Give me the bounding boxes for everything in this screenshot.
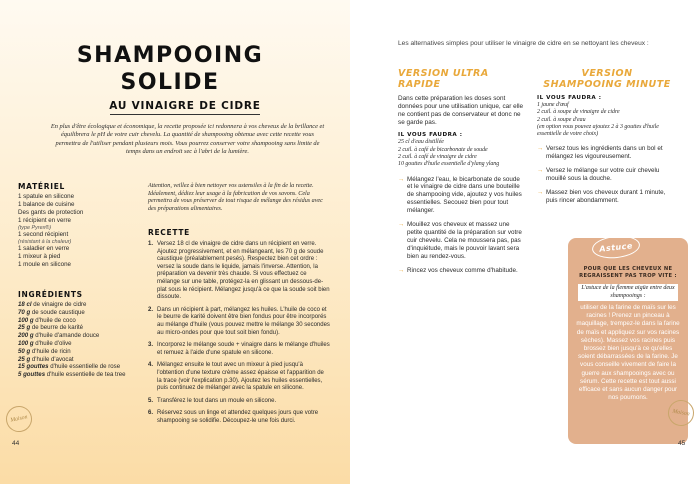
- step-text: Mélangez ensuite le tout avec un mixeur à pied jusqu'à l'obtention d'une texture crème assez épaisse et l'apparition de la trace (voir l'explication p.30). Ajoutez les huiles essentielles, puis continuez de mélanger avec la spatule en silicone.: [157, 362, 324, 392]
- ingredient-item: [18, 301, 130, 309]
- materiel-item: [18, 261, 130, 269]
- recette-step: [148, 241, 330, 302]
- ingredient-qty: 70 g: [18, 308, 31, 316]
- page-number: 44: [12, 440, 20, 447]
- instruction-text: Massez bien vos cheveux durant 1 minute, puis rincer abondamment.: [546, 189, 666, 205]
- title-line-1: SHAMPOOING: [76, 43, 264, 68]
- materiel-item: [18, 209, 130, 217]
- instruction-item: [398, 221, 525, 261]
- arrow-right-icon: →: [398, 221, 405, 229]
- right-page: [350, 0, 700, 484]
- subtitle-underline: [110, 114, 260, 115]
- version-minute-needs: [537, 102, 677, 138]
- instruction-text: Versez tous les ingrédients dans un bol et mélangez les vigoureusement.: [546, 145, 663, 161]
- ingredients-list: [18, 301, 130, 379]
- instruction-item: [537, 167, 677, 183]
- maison-stamp-icon: Maison: [666, 398, 696, 428]
- ingredient-text: d'huile d'amande douce: [35, 332, 100, 340]
- step-text: Dans un récipient à part, mélangez les huiles. L'huile de coco et le beurre de karité doivent être bien fondus pour être incorporés au mélange d'huile (vous pouvez mettre le mélange 30 secondes au micro-ondes pour que tout soit bien fondu).: [157, 306, 330, 336]
- attention-note: Attention, veillez à bien nettoyer vos ustensiles à la fin de la recette. Idéalement, dédiez leur usage à la fabrication de vos savons. Cela permettra de vous préserver de tout risque de mélange des résidus avec des préparations alimentaires.: [148, 183, 323, 213]
- need-item: 1 jaune d'œuf: [537, 102, 569, 108]
- ingredient-qty: 5 gouttes: [18, 371, 46, 379]
- ingredient-qty: 200 g: [18, 332, 34, 340]
- materiel-item: [18, 193, 130, 201]
- materiel-section: [18, 182, 130, 269]
- materiel-item-text: 1 second récipient: [18, 231, 69, 239]
- materiel-item-text: 1 spatule en silicone: [18, 193, 75, 200]
- version-rapide-column: [398, 68, 525, 281]
- ingredient-text: de vinaigre de cidre: [33, 301, 87, 308]
- materiel-item: [18, 201, 130, 209]
- step-number: 4.: [148, 362, 154, 369]
- page-title: [70, 42, 270, 96]
- ingredient-item: [18, 317, 130, 325]
- materiel-item-text: 1 balance de cuisine: [18, 200, 75, 208]
- ingredient-qty: 15 gouttes: [18, 363, 49, 371]
- astuce-subtitle: L'astuce de la flemme aigüe entre deux shampooings :: [578, 284, 678, 301]
- need-item: 10 gouttes d'huile essentielle d'ylang ylang: [398, 161, 500, 168]
- astuce-question: POUR QUE LES CHEVEUX NE REGRAISSENT PAS TROP VITE :: [579, 266, 677, 279]
- step-number: 6.: [148, 410, 154, 417]
- instruction-text: Rincez vos cheveux comme d'habitude.: [407, 266, 518, 274]
- recette-step: [148, 342, 330, 357]
- materiel-item-text: Des gants de protection: [18, 208, 84, 216]
- materiel-item-text: 1 récipient en verre: [18, 216, 71, 224]
- ingredients-heading: INGRÉDIENTS: [18, 290, 83, 299]
- materiel-item-text: 1 saladier en verre: [18, 245, 70, 253]
- ingredient-qty: 100 g: [18, 339, 34, 347]
- intro-paragraph: En plus d'être écologique et économique, la recette proposée ici redonnera à vos cheveux de la brillance et équilibrera le pH de votre cuir chevelu. La quantité de shampooing obtenue avec cette recette vous permettra de l'utiliser pendant plusieurs mois. Vous pourrez conserver votre shampooing sans limite de temps dans un endroit sec à l'abri de la lumière.: [50, 123, 325, 155]
- step-number: 2.: [148, 306, 154, 313]
- instruction-text: Versez le mélange sur votre cuir chevelu mouillé sous la douche.: [546, 167, 660, 183]
- materiel-item: [18, 231, 130, 245]
- arrow-right-icon: →: [398, 175, 405, 183]
- maison-stamp-icon: Maison: [4, 404, 35, 435]
- materiel-item: [18, 217, 130, 231]
- title-line-2: SOLIDE: [120, 70, 220, 95]
- materiel-item-note: (résistant à la chaleur): [18, 238, 72, 245]
- step-number: 3.: [148, 342, 154, 349]
- ingredient-qty: 25 g: [18, 324, 31, 332]
- ingredient-item: [18, 340, 130, 348]
- instruction-item: [398, 267, 525, 275]
- version-rapide-heading: VERSION ULTRA RAPIDE: [398, 68, 489, 90]
- arrow-right-icon: →: [398, 266, 405, 274]
- ingredient-qty: 18 cl: [18, 301, 32, 308]
- recette-steps: [148, 241, 330, 425]
- ingredient-text: d'huile essentielle de rose: [50, 363, 121, 371]
- step-text: Transférez le tout dans un moule en silicone.: [157, 397, 277, 404]
- page-subtitle: AU VINAIGRE DE CIDRE: [109, 100, 261, 112]
- ingredient-qty: 100 g: [18, 316, 34, 324]
- ingredient-item: [18, 348, 130, 356]
- step-text: Versez 18 cl de vinaigre de cidre dans un récipient en verre. Ajoutez progressivement, et en mélangeant, les 70 g de soude caustique (préalablement pesés). Respectez bien cet ordre : versez la soude dans le liquide, jamais l'inverse. Attention, la préparation va devenir très chaude. Si vous effectuez ce mélange sur une table, protégez-la en glissant un dessous-de-plat sous le récipient. Mélangez jusqu'à ce que la soude soit bien dissoute.: [157, 241, 330, 301]
- instruction-item: [398, 176, 525, 216]
- arrow-right-icon: →: [537, 145, 544, 153]
- step-number: 1.: [148, 241, 154, 247]
- step-number: 5.: [148, 397, 154, 404]
- version-rapide-steps: [398, 176, 525, 275]
- ingredients-section: [18, 290, 130, 379]
- version-minute-steps: [537, 145, 677, 204]
- materiel-item-text: 1 moule en silicone: [18, 261, 71, 269]
- arrow-right-icon: →: [537, 189, 544, 197]
- recette-step: [148, 398, 330, 406]
- need-item: 2 cuil. à soupe d'eau: [537, 116, 586, 123]
- ingredient-text: d'huile de ricin: [31, 347, 71, 355]
- step-text: Incorporez le mélange soude + vinaigre dans le mélange d'huiles et remuez à l'aide d'une spatule en silicone.: [157, 342, 330, 356]
- ingredient-qty: 25 g: [18, 355, 31, 363]
- step-text: Réservez sous un linge et attendez quelques jours que votre shampooing se solidifie. Découpez-le une fois durci.: [157, 410, 319, 424]
- astuce-body: utiliser de la farine de maïs sur les racines ! Prenez un pinceau à maquillage, trempez-le dans la farine de maïs et appliquez sur vos racines sèches). Massez vos racines puis brossez bien jusqu'à ce qu'elles soient débarrassées de la farine. Je vous conseille vivement de faire la guerre aux shampooings avec ou sérum. Cette recette est tout aussi efficace et sans aucun danger pour nos poumons.: [576, 304, 680, 402]
- recette-step: [148, 362, 330, 392]
- materiel-item: [18, 245, 130, 253]
- ingredient-item: [18, 332, 130, 340]
- ingredient-text: d'huile essentielle de tea tree: [46, 371, 126, 379]
- version-minute-heading-line-2: SHAMPOOING MINUTE: [543, 79, 671, 90]
- version-minute-need-heading: IL VOUS FAUDRA :: [537, 95, 602, 101]
- version-minute-heading-line-1: VERSION: [581, 68, 633, 79]
- ingredient-text: d'huile de coco: [35, 316, 76, 324]
- need-item: 2 cuil. à café de vinaigre de cidre: [398, 153, 477, 160]
- ingredient-item: [18, 324, 130, 332]
- ingredient-item: [18, 371, 130, 379]
- materiel-item-note: (type Pyrex®): [18, 224, 52, 231]
- recette-step: [148, 410, 330, 425]
- ingredient-text: d'huile d'olive: [35, 339, 72, 347]
- need-item: 2 cuil. à soupe de vinaigre de cidre: [537, 109, 620, 116]
- materiel-item: [18, 253, 130, 261]
- materiel-list: [18, 193, 130, 269]
- need-item: (en option vous pouvez ajoutez 2 à 3 gouttes d'huile essentielle de votre choix): [537, 123, 659, 138]
- ingredient-item: [18, 356, 130, 364]
- instruction-item: [537, 189, 677, 205]
- recette-heading: RECETTE: [148, 228, 190, 237]
- page-number: 45: [678, 440, 686, 447]
- ingredient-text: de beurre de karité: [31, 324, 84, 332]
- ingredient-text: de soude caustique: [31, 308, 85, 316]
- instruction-text: Mouillez vos cheveux et massez une petite quantité de la préparation sur votre cuir chevelu. Cela ne moussera pas, pas d'inquiétude, mais le pouvoir lavant sera bien au rendez-vous.: [407, 221, 522, 260]
- arrow-right-icon: →: [537, 167, 544, 175]
- recette-section: [148, 228, 330, 430]
- version-minute-heading: [537, 68, 677, 90]
- instruction-text: Mélangez l'eau, le bicarbonate de soude et le vinaigre de cidre dans une bouteille de shampooing vide, ajoutez y vos huiles essentielles. Secouez bien pour tout mélanger.: [407, 175, 522, 215]
- materiel-item-text: 1 mixeur à pied: [18, 253, 61, 261]
- version-rapide-need-heading: IL VOUS FAUDRA :: [398, 132, 463, 139]
- ingredient-qty: 50 g: [18, 347, 31, 355]
- version-rapide-needs: [398, 139, 525, 168]
- need-item: 25 cl d'eau distillée: [398, 139, 444, 146]
- alternatives-intro: Les alternatives simples pour utiliser le vinaigre de cidre en se nettoyant les cheveux :: [398, 40, 649, 47]
- instruction-item: [537, 145, 677, 161]
- version-rapide-prep: Dans cette préparation les doses sont données pour une utilisation unique, car elle ne contient pas de conservateur et donc ne se garde pas.: [398, 95, 524, 127]
- version-minute-column: [537, 68, 677, 211]
- ingredient-text: d'huile d'avocat: [31, 355, 74, 363]
- need-item: 2 cuil. à café de bicarbonate de soude: [398, 146, 488, 153]
- astuce-title: Astuce: [591, 234, 641, 261]
- materiel-heading: MATÉRIEL: [18, 182, 65, 191]
- ingredient-item: [18, 363, 130, 371]
- ingredient-item: [18, 309, 130, 317]
- recette-step: [148, 307, 330, 337]
